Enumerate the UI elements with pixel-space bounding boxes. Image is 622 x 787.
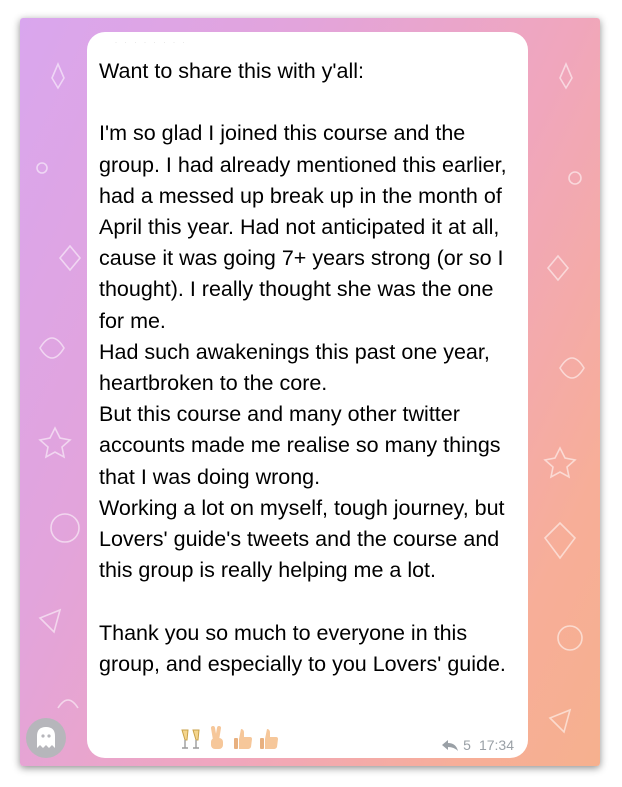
forward-count: 5	[463, 737, 471, 753]
avatar[interactable]	[26, 718, 66, 758]
thumbs-up-icon	[231, 726, 255, 752]
sender-name: · · · · · · · ·	[115, 40, 188, 44]
ghost-icon	[35, 726, 57, 750]
message-text: Want to share this with y'all: I'm so glad I joined this course and the group. I had already mentioned this earlier, had a messed up break up in the month of April this year. Had not anticipated it at all, cause it was going 7+ years strong (or so I thought). I really thought she was the one for me. Had such awakenings this past one year, heartbroken to the core. But this course and many other twitter accounts made me realise so many things that I was doing wrong. Working a lot on myself, tough journey, but Lovers' guide's tweets and the course and this group is really helping me a lot. Thank you so much to everyone in this group, and especially to you Lovers' guide.	[99, 59, 507, 676]
message-time: 17:34	[478, 737, 514, 753]
reply-forward-icon	[441, 738, 459, 752]
victory-hand-icon	[205, 726, 229, 752]
message-bubble[interactable]	[87, 32, 528, 758]
thumbs-up-icon	[257, 726, 281, 752]
message-meta	[441, 737, 514, 753]
champagne-glasses-icon	[179, 726, 203, 752]
chat-screenshot-frame	[20, 18, 600, 766]
emoji-row	[179, 725, 281, 753]
